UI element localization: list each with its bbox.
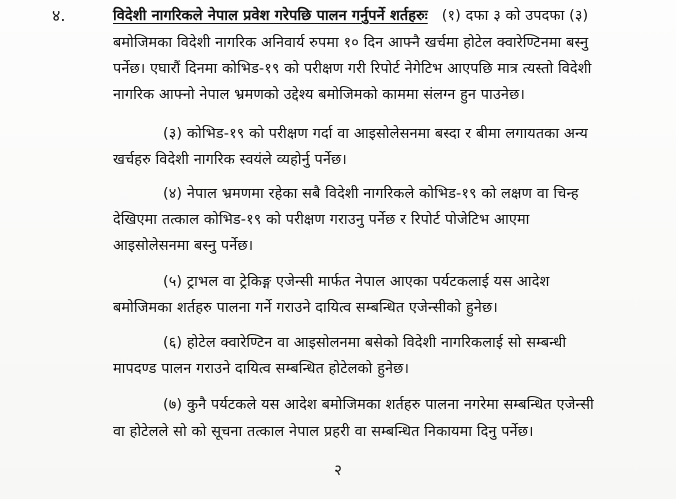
paragraph-line: मापदण्ड पालन गराउने दायित्व सम्बन्धित होटेलको हुनेछ। bbox=[113, 361, 410, 377]
paragraph-line: बमोजिमका शर्तहरु पालना गर्ने गराउने दायित्व सम्बन्धित एजेन्सीको हुनेछ। bbox=[113, 300, 498, 316]
paragraph-line: खर्चहरु विदेशी नागरिक स्वयंले व्यहोर्नु पर्नेछ। bbox=[113, 152, 347, 168]
paragraph-line: आइसोलेसनमा बस्नु पर्नेछ। bbox=[113, 238, 254, 254]
item-line: पर्नेछ। एघारौं दिनमा कोभिड-१९ को परीक्षण गरी रिपोर्ट नेगेटिभ आएपछि मात्र त्यस्तो विदेशी bbox=[113, 61, 592, 77]
paragraph-line: (६) होटेल क्वारेण्टिन वा आइसोलनमा बसेको विदेशी नागरिकलाई सो सम्बन्धी bbox=[163, 335, 567, 351]
paragraph-line: वा होटेलले सो को सूचना तत्काल नेपाल प्रहरी वा सम्बन्धित निकायमा दिनु पर्नेछ। bbox=[113, 424, 534, 440]
paragraph-line: (७) कुनै पर्यटकले यस आदेश बमोजिमका शर्तहरु पालना नगरेमा सम्बन्धित एजेन्सी bbox=[163, 397, 594, 413]
page-number: २ bbox=[334, 461, 342, 479]
paragraph-line: (४) नेपाल भ्रमणमा रहेका सबै विदेशी नागरिकले कोभिड-१९ को लक्षण वा चिन्ह bbox=[163, 186, 579, 202]
item-line: बमोजिमका विदेशी नागरिक अनिवार्य रुपमा १० दिन आफ्नै खर्चमा होटेल क्वारेण्टिनमा बस्नु bbox=[113, 35, 589, 51]
item-heading: विदेशी नागरिकले नेपाल प्रवेश गरेपछि पालन गर्नुपर्ने शर्तहरुः bbox=[113, 8, 428, 24]
item-heading-continuation: (१) दफा ३ को उपदफा (३) bbox=[441, 8, 589, 24]
paragraph-line: (३) कोभिड-१९ को परीक्षण गर्दा वा आइसोलेसनमा बस्दा र बीमा लगायतका अन्य bbox=[163, 126, 588, 142]
paragraph-line: देखिएमा तत्काल कोभिड-१९ को परीक्षण गराउनु पर्नेछ र रिपोर्ट पोजेटिभ आएमा bbox=[113, 212, 530, 228]
item-line: नागरिक आफ्नो नेपाल भ्रमणको उद्देश्य बमोजिमको काममा संलग्न हुन पाउनेछ। bbox=[113, 87, 525, 103]
item-number: ४. bbox=[52, 6, 66, 25]
item-first-line bbox=[113, 6, 588, 26]
paragraph-line: (५) ट्राभल वा ट्रेकिङ्ग एजेन्सी मार्फत नेपाल आएका पर्यटकलाई यस आदेश bbox=[163, 274, 550, 290]
